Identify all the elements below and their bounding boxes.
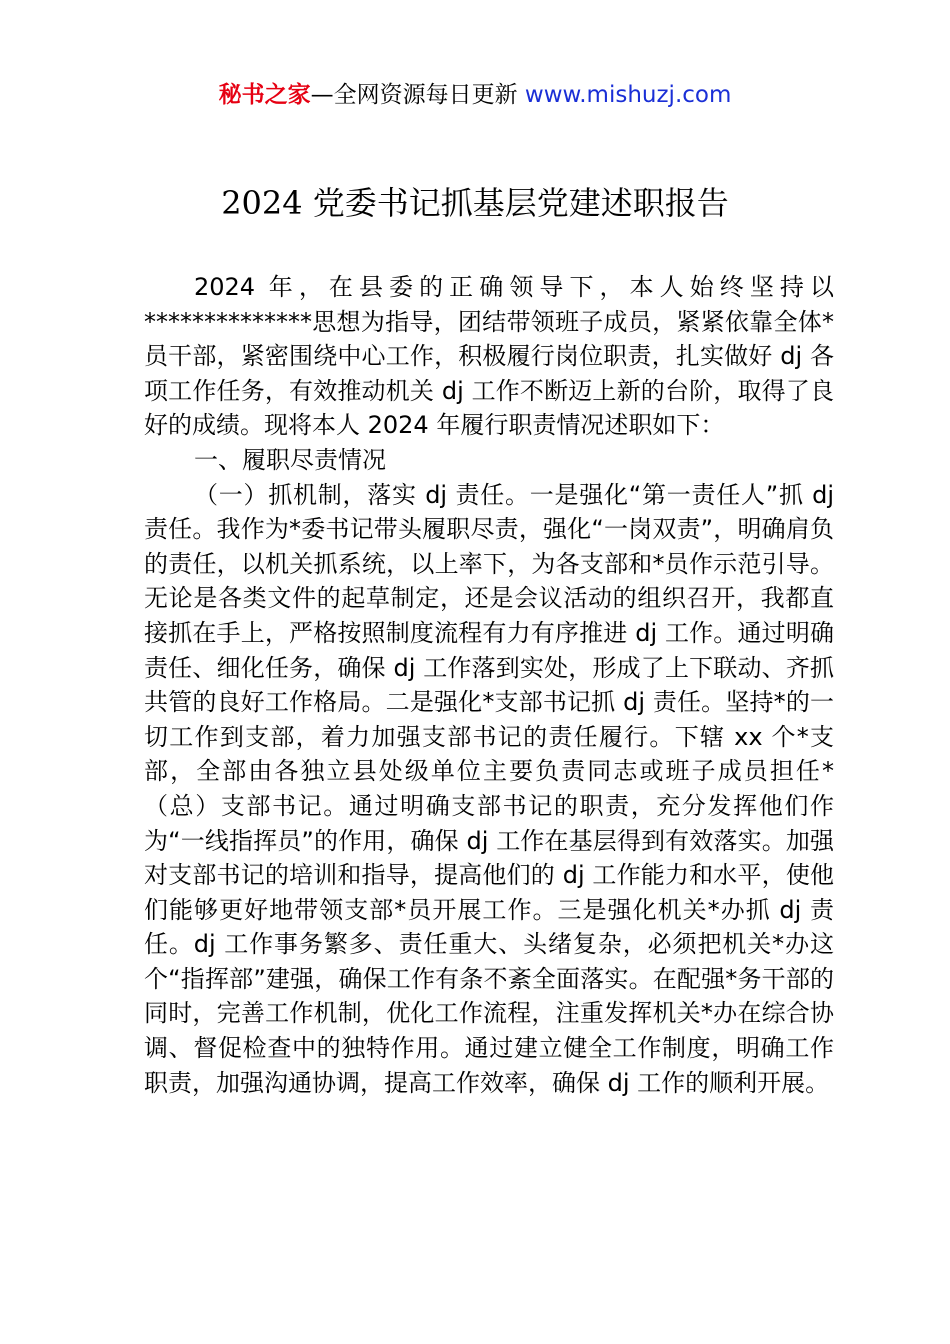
site-header [0, 78, 950, 112]
site-url-link[interactable]: www.mishuzj.com [524, 82, 732, 108]
document-body [144, 270, 834, 1100]
site-slogan: —全网资源每日更新 [310, 82, 525, 108]
site-brand: 秘书之家 [218, 82, 311, 108]
section-paragraph: （一）抓机制，落实 dj 责任。一是强化“第一责任人”抓 dj 责任。我作为*委书记带头履职尽责，强化“一岗双责”，明确肩负的责任，以机关抓系统，以上率下，为各支部和*员作示范引导。无论是各类文件的起草制定，还是会议活动的组织召开，我都直接抓在手上，严格按照制度流程有力有序推进 dj 工作。通过明确责任、细化任务，确保 dj 工作落到实处，形成了上下联动、齐抓共管的良好工作格局。二是强化*支部书记抓 dj 责任。坚持*的一切工作到支部，着力加强支部书记的责任履行。下辖 xx 个*支部，全部由各独立县处级单位主要负责同志或班子成员担任*（总）支部书记。通过明确支部书记的职责，充分发挥他们作为“一线指挥员”的作用，确保 dj 工作在基层得到有效落实。加强对支部书记的培训和指导，提高他们的 dj 工作能力和水平，使他们能够更好地带领支部*员开展工作。三是强化机关*办抓 dj 责任。dj 工作事务繁多、责任重大、头绪复杂，必须把机关*办这个“指挥部”建强，确保工作有条不紊全面落实。在配强*务干部的同时，完善工作机制，优化工作流程，注重发挥机关*办在综合协调、督促检查中的独特作用。通过建立健全工作制度，明确工作职责，加强沟通协调，提高工作效率，确保 dj 工作的顺利开展。 [144, 480, 834, 1097]
document-title: 2024 党委书记抓基层党建述职报告 [221, 184, 729, 222]
section-heading: 一、履职尽责情况 [194, 445, 386, 474]
intro-paragraph: 2024 年，在县委的正确领导下，本人始终坚持以**************思想为指导，团结带领班子成员，紧紧依靠全体*员干部，紧密围绕中心工作，积极履行岗位职责，扎实做好 dj 各项工作任务，有效推动机关 dj 工作不断迈上新的台阶，取得了良好的成绩。现将本人 2024 年履行职责情况述职如下： [144, 273, 834, 440]
